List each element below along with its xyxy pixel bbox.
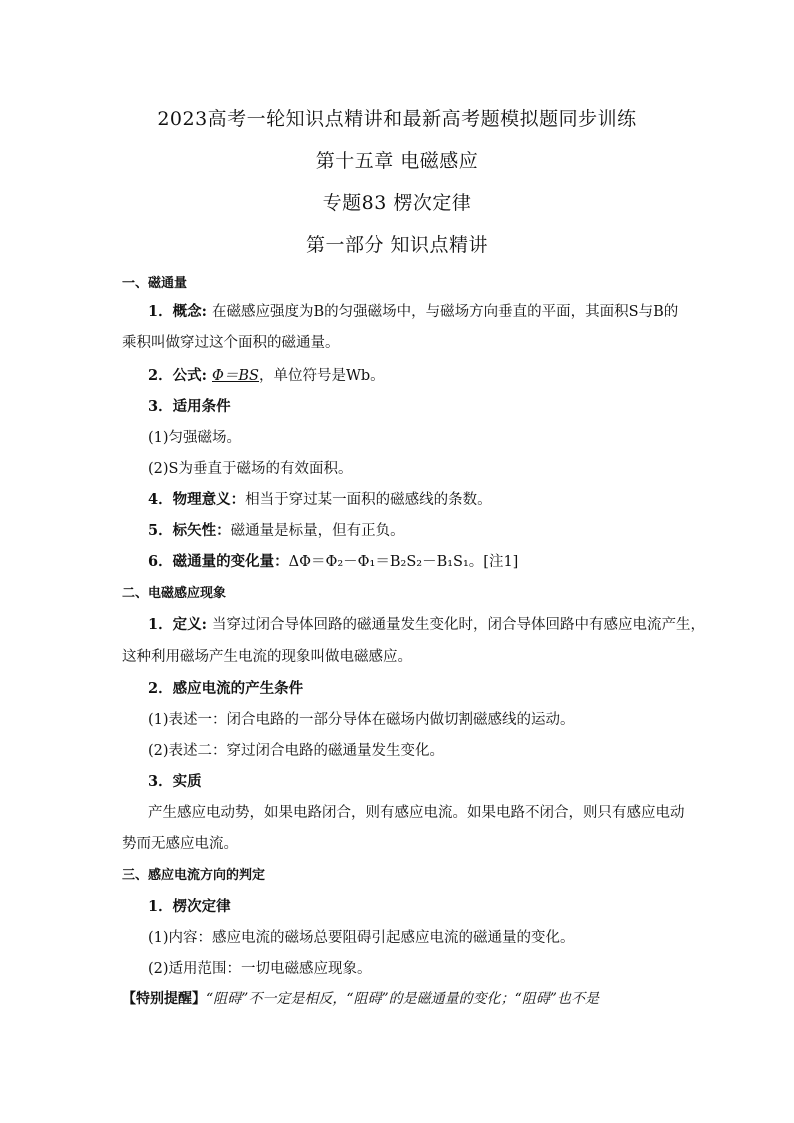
section-heading-induction: 二、电磁感应现象 — [122, 586, 227, 601]
special-reminder — [122, 988, 682, 1008]
flux-change-text: ΔΦ＝Φ₂－Φ₁＝B₂S₂－B₁S₁。[注1] — [288, 554, 519, 570]
flux-change — [148, 550, 708, 571]
flux-scalar-text: 磁通量是标量，但有正负。 — [230, 523, 405, 539]
flux-condition-1: (1)匀强磁场。 — [148, 430, 242, 446]
lenz-law-heading: 1．楞次定律 — [148, 898, 231, 915]
flux-change-label: 6．磁通量的变化量： — [148, 553, 289, 570]
flux-concept-label: 1．概念: — [148, 303, 212, 320]
induction-definition-label: 1．定义: — [148, 616, 212, 633]
topic-title: 专题83 楞次定律 — [322, 192, 472, 214]
flux-conditions-heading: 3．适用条件 — [148, 398, 231, 415]
flux-concept-line1: 在磁感应强度为B的匀强磁场中，与磁场方向垂直的平面，其面积S与B的 — [212, 304, 679, 320]
flux-formula-unit: ，单位符号是Wb。 — [258, 368, 385, 384]
induction-conditions-heading: 2．感应电流的产生条件 — [148, 680, 304, 697]
section-heading-direction: 三、感应电流方向的判定 — [122, 868, 266, 883]
induction-definition-line2: 这种利用磁场产生电流的现象叫做电磁感应。 — [122, 649, 412, 665]
flux-concept — [148, 300, 708, 321]
induction-condition-1: (1)表述一：闭合电路的一部分导体在磁场内做切割磁感线的运动。 — [148, 712, 575, 728]
chapter-title: 第十五章 电磁感应 — [315, 150, 479, 172]
induction-condition-2: (2)表述二：穿过闭合电路的磁通量发生变化。 — [148, 743, 445, 759]
induction-essence-line1: 产生感应电动势，如果电路闭合，则有感应电流。如果电路不闭合，则只有感应电动 — [148, 805, 685, 821]
flux-meaning-label: 4．物理意义： — [148, 491, 246, 508]
flux-meaning-text: 相当于穿过某一面积的磁感线的条数。 — [245, 492, 492, 508]
part-title: 第一部分 知识点精讲 — [305, 234, 489, 256]
special-reminder-text: “阻碍”不一定是相反，“阻碍”的是磁通量的变化；“阻碍”也不是 — [206, 991, 599, 1007]
special-reminder-tag: 【特别提醒】 — [122, 991, 206, 1007]
induction-essence-heading: 3．实质 — [148, 773, 202, 790]
flux-meaning — [148, 488, 708, 509]
flux-formula-expr: Φ＝BS — [212, 368, 259, 384]
induction-essence-line2: 势而无感应电流。 — [122, 836, 238, 852]
flux-concept-line2: 乘积叫做穿过这个面积的磁通量。 — [122, 335, 340, 351]
induction-definition — [148, 613, 708, 634]
flux-formula-label: 2．公式: — [148, 367, 212, 384]
induction-definition-line1: 当穿过闭合导体回路的磁通量发生变化时，闭合导体回路中有感应电流产生， — [212, 617, 705, 633]
lenz-law-content: (1)内容：感应电流的磁场总要阻碍引起感应电流的磁通量的变化。 — [148, 930, 575, 946]
flux-formula — [148, 364, 708, 385]
flux-scalar — [148, 519, 708, 540]
flux-condition-2: (2)S为垂直于磁场的有效面积。 — [148, 461, 353, 477]
section-heading-flux: 一、磁通量 — [122, 276, 188, 291]
flux-scalar-label: 5．标矢性： — [148, 522, 231, 539]
main-title: 2023高考一轮知识点精讲和最新高考题模拟题同步训练 — [157, 108, 637, 130]
lenz-law-scope: (2)适用范围：一切电磁感应现象。 — [148, 961, 372, 977]
